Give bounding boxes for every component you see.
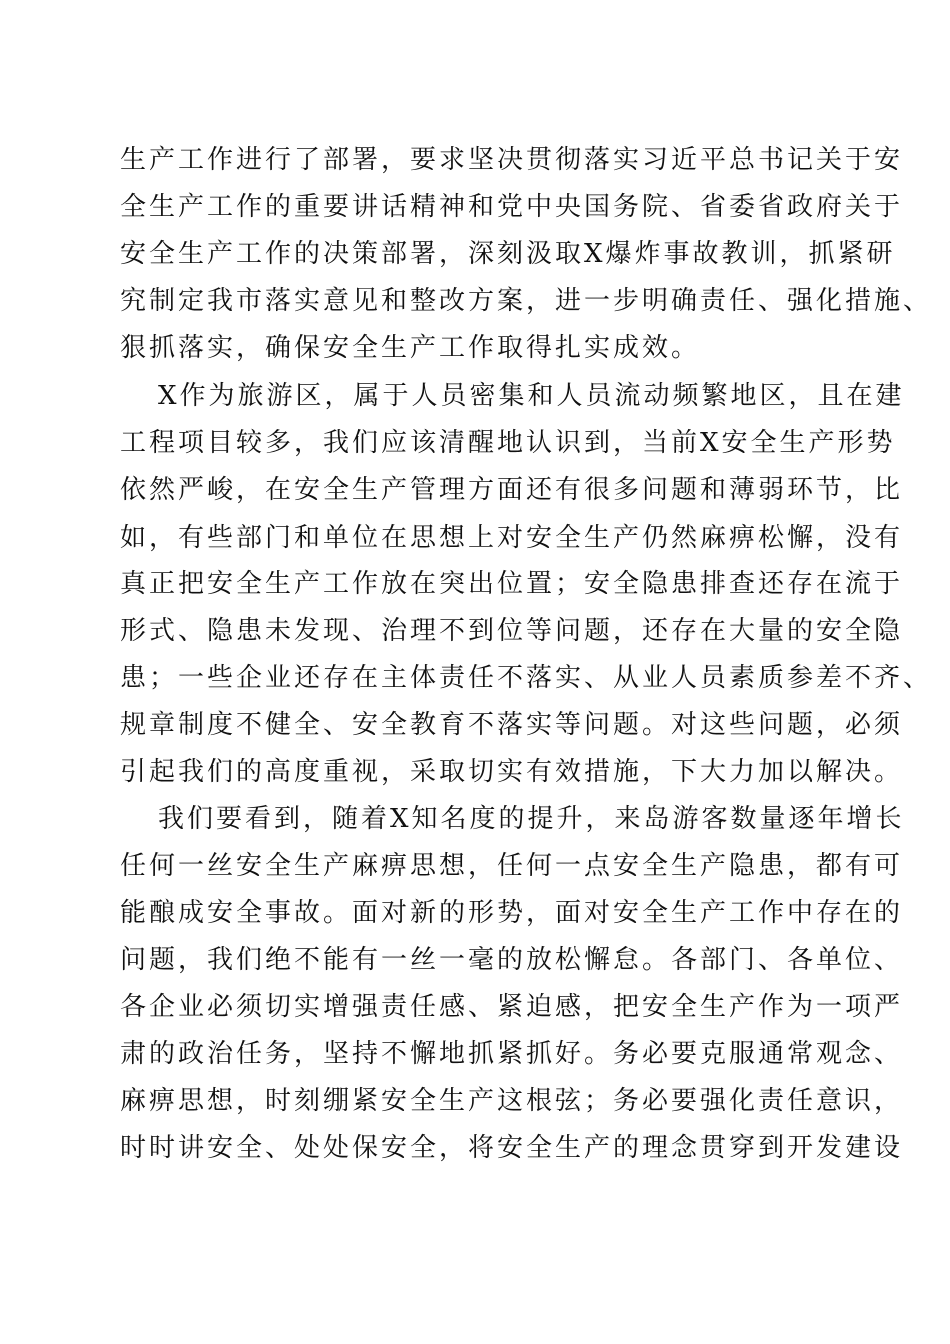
text-line: 各企业必须切实增强责任感、紧迫感，把安全生产作为一项严 [120, 992, 904, 1022]
text-line: 如，有些部门和单位在思想上对安全生产仍然麻痹松懈，没有 [120, 523, 904, 553]
text-line: 肃的政治任务，坚持不懈地抓紧抓好。务必要克服通常观念、 [120, 1039, 904, 1069]
text-line: 究制定我市落实意见和整改方案，进一步明确责任、强化措施、 [120, 286, 933, 316]
text-line: 形式、隐患未发现、治理不到位等问题，还存在大量的安全隐 [120, 616, 904, 646]
paragraph-first-line: X作为旅游区，属于人员密集和人员流动频繁地区，且在建 [158, 381, 905, 411]
text-line: 生产工作进行了部署，要求坚决贯彻落实习近平总书记关于安 [120, 145, 904, 175]
text-line: 全生产工作的重要讲话精神和党中央国务院、省委省政府关于 [120, 192, 904, 222]
paragraph-first-line: 我们要看到，随着X知名度的提升，来岛游客数量逐年增长 [158, 804, 905, 834]
text-line: 任何一丝安全生产麻痹思想，任何一点安全生产隐患，都有可 [120, 851, 904, 881]
text-line: 时时讲安全、处处保安全，将安全生产的理念贯穿到开发建设 [120, 1133, 904, 1163]
text-line: 狠抓落实，确保安全生产工作取得扎实成效。 [120, 333, 701, 363]
text-line: 依然严峻，在安全生产管理方面还有很多问题和薄弱环节，比 [120, 475, 904, 505]
text-line: 能酿成安全事故。面对新的形势，面对安全生产工作中存在的 [120, 898, 904, 928]
text-line: 安全生产工作的决策部署，深刻汲取X爆炸事故教训，抓紧研 [120, 239, 896, 269]
text-line: 患；一些企业还存在主体责任不落实、从业人员素质参差不齐、 [120, 663, 933, 693]
text-line: 工程项目较多，我们应该清醒地认识到，当前X安全生产形势 [120, 428, 896, 458]
text-line: 问题，我们绝不能有一丝一毫的放松懈怠。各部门、各单位、 [120, 945, 904, 975]
text-line: 引起我们的高度重视，采取切实有效措施，下大力加以解决。 [120, 757, 904, 787]
text-line: 规章制度不健全、安全教育不落实等问题。对这些问题，必须 [120, 710, 904, 740]
text-line: 麻痹思想，时刻绷紧安全生产这根弦；务必要强化责任意识， [120, 1086, 904, 1116]
text-line: 真正把安全生产工作放在突出位置；安全隐患排查还存在流于 [120, 569, 904, 599]
